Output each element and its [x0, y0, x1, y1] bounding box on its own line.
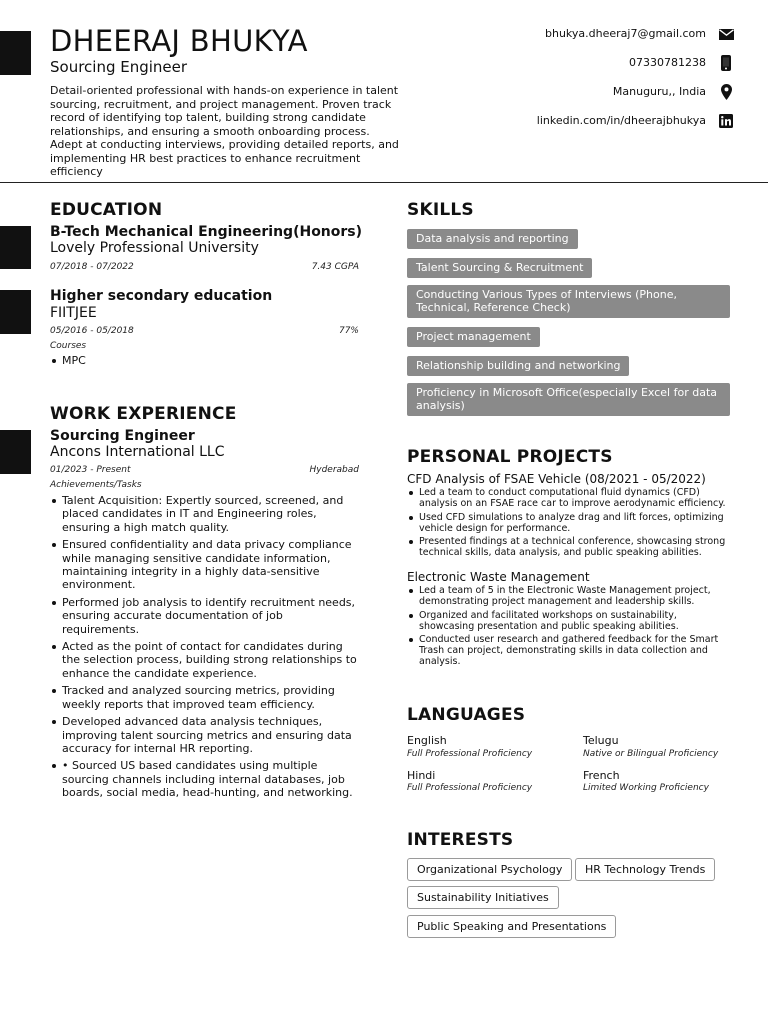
email-link[interactable]: bhukya.dheeraj7@gmail.com [545, 27, 706, 40]
education-degree: B-Tech Mechanical Engineering(Honors) [50, 224, 363, 240]
languages-heading: LANGUAGES [407, 705, 526, 725]
task-item: Talent Acquisition: Expertly sourced, screened, and placed candidates in IT and Engineering roles, ensuring a high match quality. [50, 494, 360, 534]
course-item: MPC [50, 354, 350, 367]
courses-list [50, 354, 350, 371]
skill-tag: Relationship building and networking [407, 356, 629, 376]
language-level: Full Professional Proficiency [407, 783, 533, 793]
interest-tag: HR Technology Trends [575, 858, 715, 881]
header-marker [0, 31, 31, 75]
education-dates: 07/2018 - 07/2022 [50, 262, 134, 272]
job-title: Sourcing Engineer [50, 428, 195, 444]
language-name: Hindi [407, 769, 436, 782]
education-dates: 05/2016 - 05/2018 [50, 326, 134, 336]
task-item: • Sourced US based candidates using multiple sourcing channels including internal databases, job boards, social media, head-hunting, and networking. [50, 759, 360, 799]
project-title: CFD Analysis of FSAE Vehicle (08/2021 - 05/2022) [407, 472, 706, 486]
linkedin-link[interactable]: linkedin.com/in/dheerajbhukya [536, 114, 706, 127]
skill-tag: Conducting Various Types of Interviews (Phone, Technical, Reference Check) [407, 285, 730, 318]
education-degree: Higher secondary education [50, 288, 273, 304]
task-item: Acted as the point of contact for candidates during the selection process, building strong relationships to enhance the candidate experience. [50, 640, 360, 680]
location-text: Manuguru,, India [612, 85, 706, 98]
candidate-name: DHEERAJ BHUKYA [50, 24, 308, 58]
mobile-phone-icon [718, 55, 734, 71]
interest-tag: Organizational Psychology [407, 858, 572, 881]
work-marker [0, 430, 31, 474]
language-name: English [407, 734, 447, 747]
personal-projects-heading: PERSONAL PROJECTS [407, 447, 613, 467]
company-name: Ancons International LLC [50, 444, 225, 460]
education-marker-2 [0, 290, 31, 334]
envelope-icon [718, 26, 734, 42]
project-point: Conducted user research and gathered feedback for the Smart Trash can project, demonstrating skills in data collection and analysis. [407, 634, 733, 667]
project-point: Used CFD simulations to analyze drag and lift forces, optimizing vehicle design for performance. [407, 512, 733, 534]
project-point: Led a team to conduct computational fluid dynamics (CFD) analysis on an FSAE race car to improve aerodynamic efficiency. [407, 487, 733, 509]
job-location: Hyderabad [309, 465, 359, 475]
project-points [407, 585, 733, 670]
phone-number: 07330781238 [629, 56, 706, 69]
education-institution: Lovely Professional University [50, 240, 259, 256]
skills-list [407, 227, 730, 423]
tasks-list [50, 494, 360, 804]
task-item: Developed advanced data analysis techniques, improving talent sourcing metrics and ensuring data accuracy for internal HR reporting. [50, 715, 360, 755]
work-experience-heading: WORK EXPERIENCE [50, 404, 237, 424]
language-name: French [583, 769, 620, 782]
project-point: Led a team of 5 in the Electronic Waste Management project, demonstrating project management and leadership skills. [407, 585, 733, 607]
skill-tag: Project management [407, 327, 540, 347]
skill-tag: Data analysis and reporting [407, 229, 578, 249]
header-divider [0, 182, 768, 183]
job-dates: 01/2023 - Present [50, 465, 131, 475]
skills-heading: SKILLS [407, 200, 474, 220]
task-item: Ensured confidentiality and data privacy compliance while managing sensitive candidate information, maintaining integrity in a highly data-sensitive environment. [50, 538, 360, 592]
education-institution: FIITJEE [50, 305, 97, 321]
project-point: Organized and facilitated workshops on sustainability, showcasing presentation and public speaking abilities. [407, 610, 733, 632]
map-pin-icon [718, 84, 734, 100]
linkedin-icon [718, 113, 734, 129]
interests-heading: INTERESTS [407, 830, 514, 850]
education-marker-1 [0, 226, 31, 269]
project-points [407, 487, 733, 561]
tasks-label: Achievements/Tasks [50, 480, 142, 490]
candidate-role: Sourcing Engineer [50, 58, 188, 76]
task-item: Tracked and analyzed sourcing metrics, providing weekly reports that improved team efficiency. [50, 684, 360, 711]
project-title: Electronic Waste Management [407, 570, 590, 584]
profile-summary: Detail-oriented professional with hands-on experience in talent sourcing, recruitment, and project management. Proven track record of identifying top talent, building strong candidate relationships, and ensuring a smooth onboarding process. Adept at conducting interviews, providing detailed reports, and implementing HR best practices to enhance recruitment efficiency [50, 84, 399, 178]
skill-tag: Talent Sourcing & Recruitment [407, 258, 592, 278]
task-item: Performed job analysis to identify recruitment needs, ensuring accurate documentation of job requirements. [50, 596, 360, 636]
courses-label: Courses [50, 341, 87, 351]
interest-tag: Public Speaking and Presentations [407, 915, 616, 938]
language-name: Telugu [583, 734, 619, 747]
education-score: 77% [338, 326, 359, 336]
skill-tag: Proficiency in Microsoft Office(especially Excel for data analysis) [407, 383, 730, 416]
interest-tag: Sustainability Initiatives [407, 886, 559, 909]
education-heading: EDUCATION [50, 200, 163, 220]
language-level: Limited Working Proficiency [583, 783, 709, 793]
language-level: Full Professional Proficiency [407, 749, 533, 759]
education-score: 7.43 CGPA [311, 262, 359, 272]
project-point: Presented findings at a technical conference, showcasing strong technical skills, data analysis, and public speaking abilities. [407, 536, 733, 558]
language-level: Native or Bilingual Proficiency [583, 749, 719, 759]
